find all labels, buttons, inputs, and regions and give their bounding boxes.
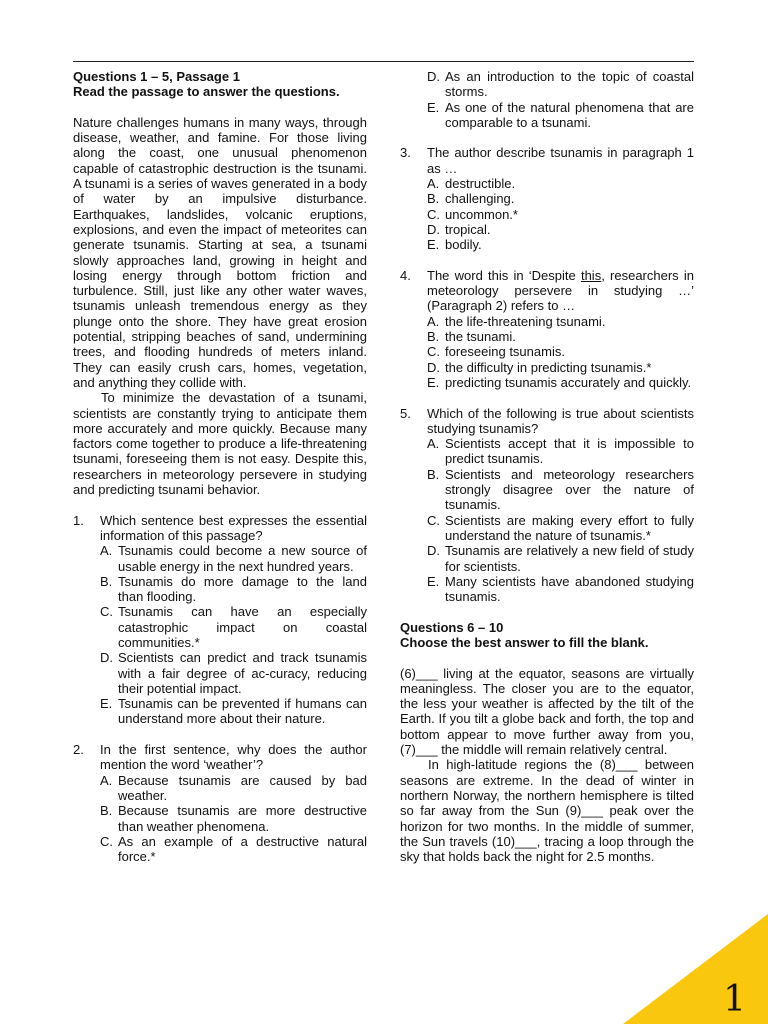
option-letter: D. <box>427 221 440 237</box>
option-letter: B. <box>100 573 113 589</box>
option-text: tropical. <box>445 221 491 237</box>
answer-option <box>100 650 367 696</box>
option-text: As one of the natural phenomena that are comparable to a tsunami. <box>445 99 694 130</box>
option-letter: C. <box>427 344 440 360</box>
option-text: Many scientists have abandoned studying tsunamis. <box>445 573 694 605</box>
section2-instruction: Choose the best answer to fill the blank. <box>400 634 649 650</box>
option-letter: C. <box>100 604 113 620</box>
question-number: 5. <box>400 405 411 421</box>
option-text: As an example of a destructive natural force.* <box>118 833 367 865</box>
answer-option <box>427 176 694 191</box>
question-text: The author describe tsunamis in paragraph 1 as … <box>427 145 694 176</box>
option-text: Tsunamis can be prevented if humans can understand more about their nature. <box>118 696 367 727</box>
answer-option <box>427 69 694 100</box>
option-text: Tsunamis could become a new source of usable energy in the next hundred years. <box>118 543 367 574</box>
option-letter: E. <box>427 374 440 390</box>
section1-heading: Questions 1 – 5, Passage 1 <box>73 69 240 84</box>
right-column <box>400 69 694 864</box>
corner-accent-triangle <box>623 914 768 1024</box>
option-text: uncommon.* <box>445 206 518 222</box>
answer-option <box>427 360 694 375</box>
option-letter: E. <box>100 696 113 712</box>
answer-option <box>427 329 694 344</box>
option-letter: E. <box>427 573 440 589</box>
option-letter: A. <box>100 772 113 788</box>
option-letter: B. <box>100 803 113 819</box>
option-text: Tsunamis are relatively a new field of study for scientists. <box>445 543 694 574</box>
option-letter: C. <box>427 206 440 222</box>
option-text: Scientists accept that it is impossible to predict tsunamis. <box>445 436 694 467</box>
question-text: In the first sentence, why does the author mention the word ‘weather’? <box>100 742 367 773</box>
underlined-word: this <box>580 267 602 283</box>
answer-option <box>427 436 694 467</box>
answer-option <box>427 314 694 329</box>
question-text: Which sentence best expresses the essential information of this passage? <box>100 512 367 543</box>
answer-option <box>427 100 694 131</box>
answer-option <box>100 604 367 650</box>
option-text: the life-threatening tsunami. <box>445 313 606 329</box>
option-text: the difficulty in predicting tsunamis.* <box>445 359 652 375</box>
option-letter: D. <box>427 69 440 84</box>
passage1-paragraph-1: Nature challenges humans in many ways, through disease, weather, and famine. For those living along the coast, one unusual phenomenon capable of catastrophic destruction is the tsunami. A tsunami is a series of waves generated in a body of water by an impulsive disturbance. Earthquakes, landslides, volcanic eruptions, explosions, and even the impact of meteorites can generate tsunamis. Starting at sea, a tsunami slowly approaches land, growing in height and losing energy through bottom friction and turbulence. Still, just like any other water waves, tsunamis unleash tremendous energy as they plunge onto the shore. They have great erosion potential, stripping beaches of sand, undermining trees, and flooding hundreds of meters inland. They can easily crush cars, homes, vegetation, and anything they collide with. <box>73 114 367 390</box>
option-text: Scientists and meteorology researchers strongly disagree over the nature of tsunamis. <box>445 466 694 513</box>
question-text: The word this in ‘Despite this, researchers in meteorology persevere in studying …’ (Paragraph 2) refers to … <box>427 267 694 314</box>
page-number: 1 <box>723 979 746 1020</box>
answer-option <box>100 834 367 865</box>
option-text: foreseeing tsunamis. <box>445 344 565 360</box>
option-letter: B. <box>427 466 440 482</box>
option-text: Because tsunamis are caused by bad weather. <box>118 772 367 803</box>
option-letter: C. <box>427 512 440 528</box>
passage2-paragraph-1: (6)___ living at the equator, seasons are virtually meaningless. The closer you are to the equator, the less your weather is affected by the tilt of the Earth. If you tilt a globe back and forth, the top and bottom appear to move further away from you, (7)___ the middle will remain relatively central. <box>400 665 694 758</box>
question-number: 4. <box>400 267 411 283</box>
option-text: Scientists are making every effort to fully understand the nature of tsunamis.* <box>445 512 694 543</box>
section2-heading: Questions 6 – 10 <box>400 619 504 635</box>
answer-option <box>100 574 367 605</box>
question-number: 1. <box>73 512 84 528</box>
option-letter: A. <box>427 313 440 329</box>
answer-option <box>100 803 367 834</box>
option-text: Tsunamis do more damage to the land than flooding. <box>118 573 367 605</box>
option-text: bodily. <box>445 237 482 253</box>
answer-option <box>427 344 694 359</box>
option-letter: A. <box>427 436 440 452</box>
question-4 <box>400 268 694 390</box>
answer-option <box>427 222 694 237</box>
question-2 <box>73 742 367 864</box>
passage1-paragraph-2: To minimize the devastation of a tsunami, scientists are constantly trying to anticipate them more accurately and more quickly. Because many factors come together to produce a life-threatening tsunami, foreseeing them is not easy. Despite this, researchers in meteorology persevere in studying and predicting tsunami behavior. <box>73 390 367 498</box>
answer-option <box>427 574 694 605</box>
header-rule <box>73 61 694 62</box>
option-text: challenging. <box>445 191 515 207</box>
answer-option <box>427 543 694 574</box>
option-letter: D. <box>100 650 113 666</box>
question-3 <box>400 145 694 252</box>
question-1 <box>73 513 367 727</box>
answer-option <box>100 543 367 574</box>
option-text: predicting tsunamis accurately and quickly. <box>445 374 692 390</box>
answer-option <box>100 696 367 727</box>
option-letter: E. <box>427 99 440 115</box>
answer-option <box>427 513 694 544</box>
option-text: Because tsunamis are more destructive than weather phenomena. <box>118 803 367 834</box>
option-letter: B. <box>427 329 440 345</box>
question-2-continued <box>400 69 694 130</box>
answer-option <box>100 773 367 804</box>
option-text: Scientists can predict and track tsunamis with a fair degree of ac-curacy, reducing their potential impact. <box>118 650 367 696</box>
option-text: As an introduction to the topic of coastal storms. <box>445 69 694 100</box>
question-number: 2. <box>73 742 84 758</box>
option-letter: B. <box>427 191 440 207</box>
option-letter: D. <box>427 543 440 559</box>
section1-instruction: Read the passage to answer the questions. <box>73 84 340 100</box>
answer-option <box>427 237 694 252</box>
question-text: Which of the following is true about scientists studying tsunamis? <box>427 405 694 436</box>
option-text: destructible. <box>445 176 516 192</box>
option-letter: A. <box>100 543 113 559</box>
answer-option <box>427 467 694 513</box>
answer-option <box>427 191 694 206</box>
answer-option <box>427 375 694 390</box>
option-text: the tsunami. <box>445 329 516 345</box>
option-letter: D. <box>427 359 440 375</box>
option-letter: A. <box>427 176 440 192</box>
answer-option <box>427 207 694 222</box>
left-column <box>73 69 367 864</box>
question-5 <box>400 406 694 605</box>
passage2-paragraph-2: In high-latitude regions the (8)___ between seasons are extreme. In the dead of winter in northern Norway, the northern hemisphere is tilted so far away from the Sun (9)___ peak over the horizon for two months. In the middle of summer, the Sun travels (10)___, tracing a loop through the sky that holds back the night for 2.5 months. <box>400 757 694 865</box>
question-number: 3. <box>400 145 411 161</box>
option-letter: C. <box>100 833 113 849</box>
option-text: Tsunamis can have an especially catastrophic impact on coastal communities.* <box>118 604 367 650</box>
option-letter: E. <box>427 237 440 253</box>
